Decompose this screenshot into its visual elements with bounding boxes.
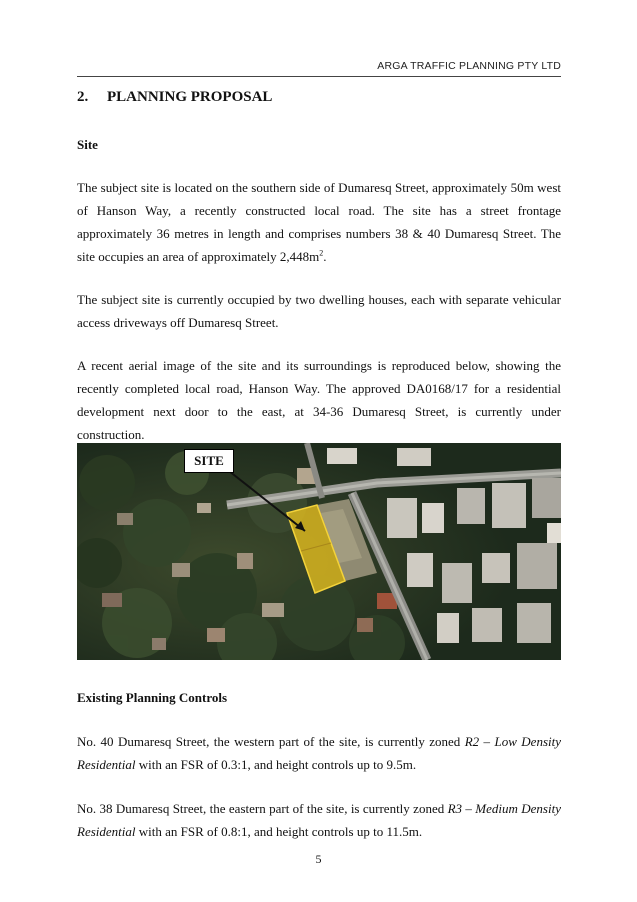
site-paragraph-1-text: The subject site is located on the southern side of Dumaresq Street, approximately 50m west of Hanson Way, a recently constructed local road. The site has a street frontage approximately 36 metres in length and comprises numbers 38 & 40 Dumaresq Street. The site occupies an area of approximately 2,448m bbox=[77, 180, 561, 264]
site-label: SITE bbox=[184, 449, 234, 473]
controls-paragraph-2 bbox=[77, 797, 561, 843]
zone-r2-residential: Residential bbox=[77, 757, 136, 772]
controls-p2-text-b: with an FSR of 0.8:1, and height controls up to 11.5m. bbox=[135, 824, 423, 839]
site-paragraph-3: A recent aerial image of the site and its surroundings is reproduced below, showing the recently completed local road, Hanson Way. The approved DA0168/17 for a residential development next door to the east, at 34-36 Dumaresq Street, is currently under construction. bbox=[77, 358, 561, 442]
section-title bbox=[77, 89, 272, 106]
controls-p1-text-a: No. 40 Dumaresq Street, the western part of the site, is currently zoned bbox=[77, 734, 465, 749]
header-rule bbox=[77, 76, 561, 77]
site-paragraph-1 bbox=[77, 176, 561, 268]
zone-r2-label: R2 – Low Density bbox=[464, 734, 561, 749]
site-paragraph-2: The subject site is currently occupied by two dwelling houses, each with separate vehicular access driveways off Dumaresq Street. bbox=[77, 292, 561, 330]
page-number: 5 bbox=[315, 852, 322, 866]
controls-p2-text-a: No. 38 Dumaresq Street, the eastern part of the site, is currently zoned bbox=[77, 801, 448, 816]
zone-r3-residential: Residential bbox=[77, 824, 136, 839]
section-title-text: PLANNING PROPOSAL bbox=[107, 89, 273, 105]
controls-paragraph-1 bbox=[77, 730, 561, 776]
section-number: 2. bbox=[77, 89, 89, 105]
zone-r3-label: R3 – Medium Density bbox=[447, 801, 561, 816]
controls-heading: Existing Planning Controls bbox=[77, 690, 228, 705]
site-heading: Site bbox=[77, 137, 98, 152]
controls-p1-text-b: with an FSR of 0.3:1, and height controls up to 9.5m. bbox=[135, 757, 417, 772]
aerial-photo-svg bbox=[77, 443, 561, 660]
site-paragraph-1-end: . bbox=[323, 249, 327, 264]
document-header: ARGA TRAFFIC PLANNING PTY LTD bbox=[377, 60, 561, 72]
aerial-image bbox=[77, 443, 561, 660]
superscript-2: 2 bbox=[319, 248, 324, 258]
